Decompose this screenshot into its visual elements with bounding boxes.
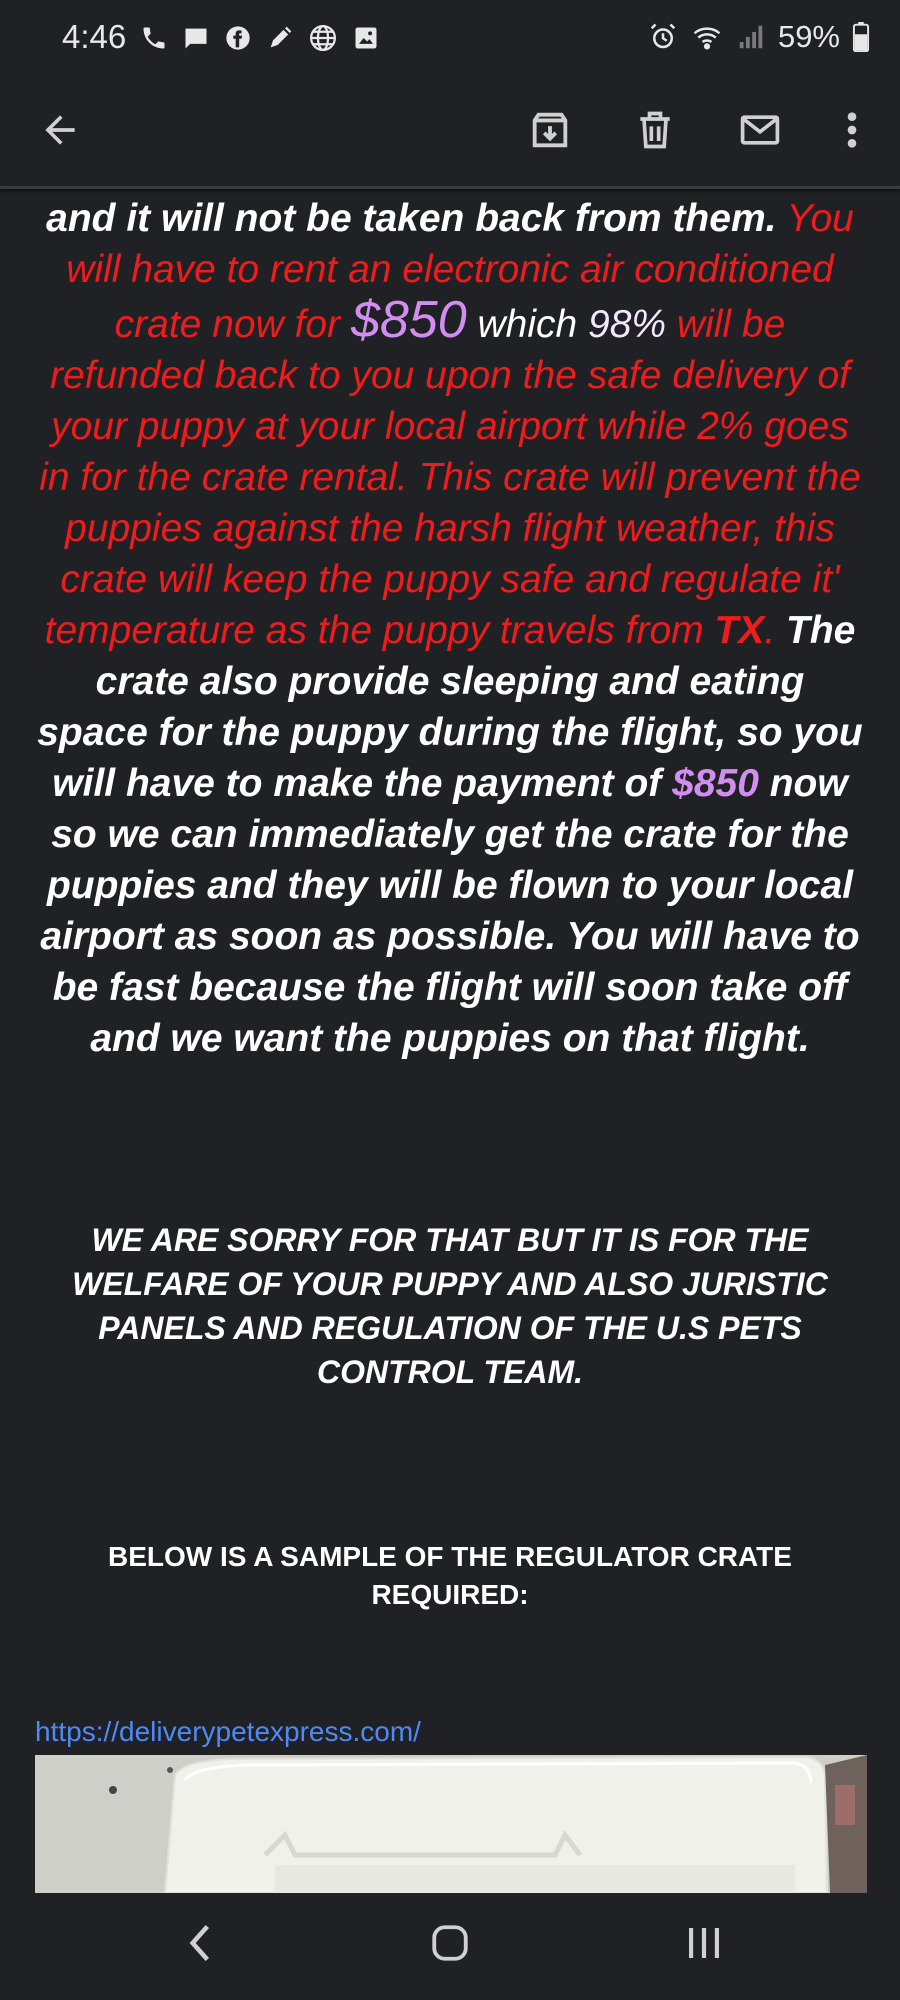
red-text-segment: .: [764, 609, 776, 652]
price-inline: $850: [672, 762, 759, 805]
status-time: 4:46: [62, 18, 127, 55]
text-segment: and it will not be taken back from them.: [46, 197, 777, 240]
back-arrow-icon: [38, 108, 82, 152]
state-abbreviation: TX: [714, 609, 765, 652]
wifi-icon: [690, 22, 724, 52]
status-bar: [0, 0, 900, 76]
notification-icons: [140, 22, 380, 54]
mark-unread-icon: [736, 108, 784, 152]
delete-button[interactable]: [625, 100, 685, 160]
system-icons: [648, 18, 870, 56]
alarm-icon: [648, 22, 678, 52]
archive-button[interactable]: [520, 100, 580, 160]
phone-icon: [140, 24, 168, 52]
apology-notice: WE ARE SORRY FOR THAT BUT IT IS FOR THE WELFARE OF YOUR PUPPY AND ALSO JURISTIC PANELS AND REGULATION OF THE U.S PETS CONTROL TEAM.: [72, 1222, 828, 1390]
red-text-segment: You will have to rent an electronic air conditioned crate now for: [66, 197, 854, 346]
nav-recents-button[interactable]: [664, 1913, 744, 1973]
text-segment: which: [466, 303, 589, 346]
app-bar: [0, 76, 900, 189]
nav-back-button[interactable]: [160, 1913, 240, 1973]
back-chevron-icon: [185, 1921, 215, 1965]
website-link[interactable]: https://deliverypetexpress.com/: [35, 1716, 421, 1747]
message-icon: [182, 24, 210, 52]
globe-icon: [308, 23, 338, 53]
recents-icon: [684, 1923, 724, 1963]
sample-crate-heading: BELOW IS A SAMPLE OF THE REGULATOR CRATE REQUIRED:: [108, 1541, 792, 1610]
back-button[interactable]: [30, 100, 90, 160]
battery-percentage: 59%: [777, 19, 840, 54]
pen-icon: [266, 24, 294, 52]
navigation-bar: [0, 1893, 900, 2000]
home-icon: [429, 1922, 471, 1964]
archive-icon: [527, 107, 573, 153]
red-text-segment: will be refunded back to you upon the safe delivery of your puppy at your local airport while 2% goes in for the crate rental. This crate will prevent the puppies against the harsh flight weather, this crate will keep the puppy safe and regulate it' temperature as the puppy travels from: [39, 303, 861, 652]
mark-unread-button[interactable]: [730, 100, 790, 160]
delete-icon: [633, 107, 677, 153]
price-large: $850: [350, 291, 467, 349]
facebook-icon: [224, 24, 252, 52]
percentage-text: 98%: [588, 303, 667, 346]
crate-image: [35, 1755, 867, 1893]
more-options-button[interactable]: [822, 100, 882, 160]
image-icon: [352, 24, 380, 52]
text-segment: now so we can immediately get the crate for the puppies and they will be flown to your local airport as soon as possible. You will have to be fast because the flight will soon take off and we want the puppies on that flight.: [40, 762, 860, 1060]
email-body: [0, 160, 900, 1893]
battery-icon: [852, 22, 870, 52]
signal-icon: [736, 22, 766, 52]
text-segment: The crate also provide sleeping and eating space for the puppy during the flight, so you will have to make the payment of: [37, 609, 863, 805]
nav-home-button[interactable]: [410, 1913, 490, 1973]
email-paragraph: [36, 160, 864, 1064]
more-vert-icon: [845, 110, 859, 150]
